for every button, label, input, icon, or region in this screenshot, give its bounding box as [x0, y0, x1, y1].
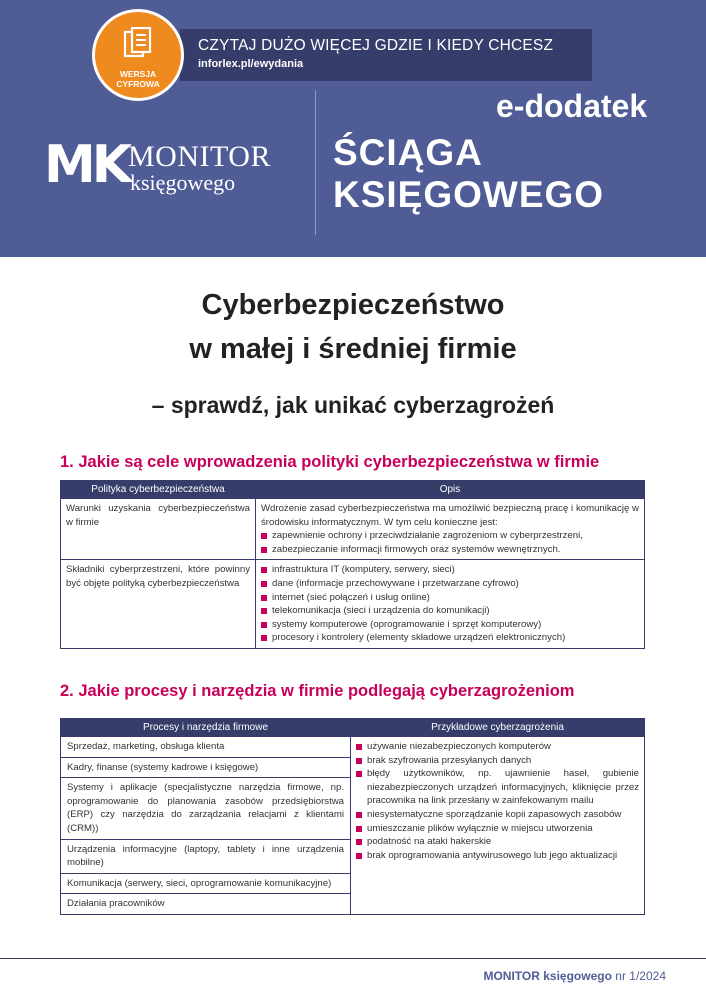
- section2-table: [60, 718, 645, 915]
- process-cell: Sprzedaż, marketing, obsługa klienta: [61, 737, 351, 758]
- table-header-row: [61, 719, 645, 737]
- list-item: zapewnienie ochrony i przeciwdziałanie zagrożeniom w cyberprzestrzeni,: [261, 529, 639, 543]
- column-header: Opis: [256, 481, 645, 499]
- logo-ksiegowego-text: księgowego: [130, 170, 236, 195]
- list-item: systemy komputerowe (oprogramowanie i sprzęt komputerowy): [261, 618, 639, 632]
- digital-version-badge: [92, 9, 184, 101]
- table-row: [61, 737, 645, 758]
- table-row: [61, 499, 645, 560]
- sciaga-line2: KSIĘGOWEGO: [333, 174, 605, 215]
- logo-monitor-text: MONITOR: [128, 140, 271, 173]
- page-subtitle: – sprawdź, jak unikać cyberzagrożeń: [151, 392, 555, 418]
- column-header: Przykładowe cyberzagrożenia: [351, 719, 645, 737]
- row-label: Warunki uzyskania cyberbezpieczeństwa w firmie: [61, 499, 256, 560]
- document-icon: [123, 27, 153, 59]
- section2-heading: 2. Jakie procesy i narzędzia w firmie podlegają cyberzagrożeniom: [60, 682, 575, 700]
- promo-link[interactable]: inforlex.pl/ewydania: [198, 58, 304, 70]
- row-intro: Wdrożenie zasad cyberbezpieczeństwa ma umożliwić bezpieczną pracę i komunikację w środowisku informatycznym. W tym celu konieczne jest:: [261, 503, 639, 528]
- table-row: [61, 560, 645, 649]
- process-cell: Działania pracowników: [61, 894, 351, 915]
- process-cell: Kadry, finanse (systemy kadrowe i księgowe): [61, 757, 351, 778]
- row-description: [256, 560, 645, 649]
- logo-mark: MK: [44, 135, 129, 195]
- sciaga-title: [333, 132, 604, 216]
- list-item: infrastruktura IT (komputery, serwery, sieci): [261, 563, 639, 577]
- column-header: Procesy i narzędzia firmowe: [61, 719, 351, 737]
- page-title: [0, 283, 706, 371]
- list-item: dane (informacje przechowywane i przetwarzane cyfrowo): [261, 577, 639, 591]
- list-item: zabezpieczanie informacji firmowych oraz systemów wewnętrznych.: [261, 543, 639, 557]
- list-item: brak szyfrowania przesyłanych danych: [356, 754, 639, 768]
- list-item: umieszczanie plików wyłącznie w miejscu utworzenia: [356, 822, 639, 836]
- footer-rule: [0, 958, 706, 959]
- process-cell: Urządzenia informacyjne (laptopy, tablety i inne urządzenia mobilne): [61, 839, 351, 873]
- column-header: Polityka cyberbezpieczeństwa: [61, 481, 256, 499]
- badge-line2: CYFROWA: [116, 79, 160, 89]
- section1-heading: 1. Jakie są cele wprowadzenia polityki cyberbezpieczeństwa w firmie: [60, 453, 600, 471]
- footer-issue: nr 1/2024: [615, 969, 666, 983]
- process-cell: Systemy i aplikacje (specjalistyczne narzędzia firmowe, np. oprogramowanie do planowania zasobów przedsiębiorstwa (ERP) czy narzędzia do zarządzania relacjami z klientami (CRM)): [61, 778, 351, 839]
- edodatek-label: e-dodatek: [496, 88, 648, 124]
- footer: [483, 969, 666, 983]
- sciaga-line1: ŚCIĄGA: [333, 132, 483, 173]
- list-item: niesystematyczne sporządzanie kopii zapasowych zasobów: [356, 808, 639, 822]
- threats-cell: [351, 737, 645, 915]
- list-item: internet (sieć połączeń i usług online): [261, 591, 639, 605]
- table-header-row: [61, 481, 645, 499]
- footer-brand: MONITOR księgowego: [483, 969, 612, 983]
- list-item: używanie niezabezpieczonych komputerów: [356, 740, 639, 754]
- section1-table: [60, 480, 645, 649]
- promo-bar[interactable]: [180, 29, 592, 81]
- promo-title: CZYTAJ DUŻO WIĘCEJ GDZIE I KIEDY CHCESZ: [198, 37, 554, 54]
- badge-line1: WERSJA: [119, 69, 157, 79]
- title-line1: Cyberbezpieczeństwo: [201, 289, 505, 321]
- list-item: błędy użytkowników, np. ujawnienie haseł, gubienie niezabezpieczonych urządzeń informacyjnych, kliknięcie przez pracownika na link przesłany w zainfekowanym mailu: [356, 767, 639, 808]
- list-item: brak oprogramowania antywirusowego lub jego aktualizacji: [356, 849, 639, 863]
- header-banner: [0, 0, 706, 257]
- row-description: [256, 499, 645, 560]
- row-label: Składniki cyberprzestrzeni, które powinny być objęte polityką cyberbezpieczeństwa: [61, 560, 256, 649]
- process-cell: Komunikacja (serwery, sieci, oprogramowanie komunikacyjne): [61, 873, 351, 894]
- header-divider: [315, 90, 316, 235]
- list-item: telekomunikacja (sieci i urządzenia do komunikacji): [261, 604, 639, 618]
- list-item: procesory i kontrolery (elementy składowe urządzeń elektronicznych): [261, 631, 639, 645]
- list-item: podatność na ataki hakerskie: [356, 835, 639, 849]
- title-line2: w małej i średniej firmie: [189, 333, 517, 365]
